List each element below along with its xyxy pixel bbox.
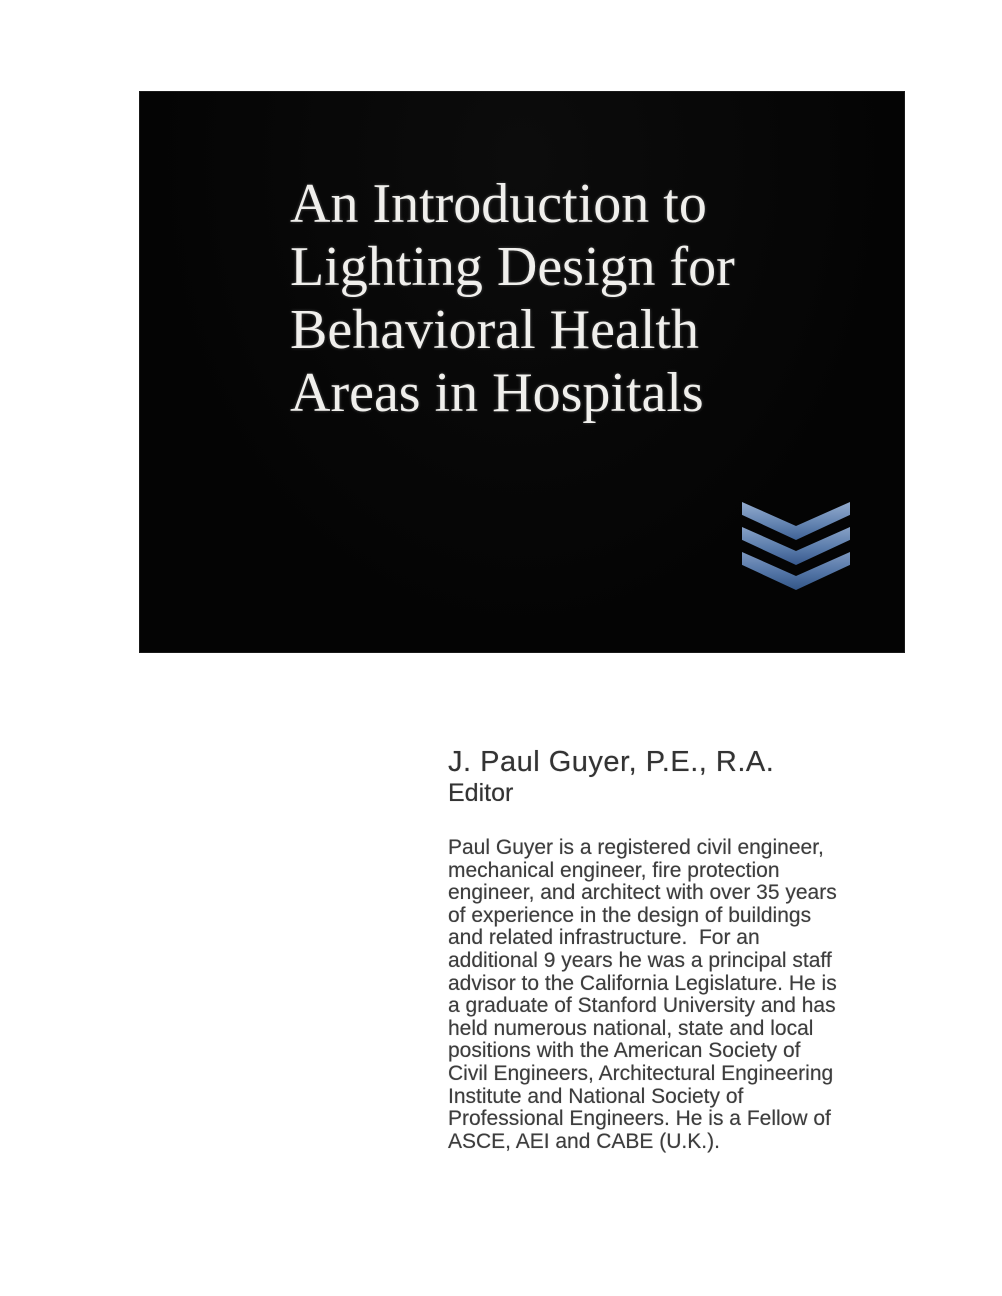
book-title-line-3: Behavioral Health (290, 299, 699, 361)
book-title-line-1: An Introduction to (290, 173, 707, 235)
bio-line: additional 9 years he was a principal staff (448, 948, 832, 972)
cover-panel (140, 92, 904, 652)
bio-line: of experience in the design of buildings (448, 903, 812, 927)
bio-line: Paul Guyer is a registered civil engineer, (448, 836, 824, 859)
bio-line: ASCE, AEI and CABE (U.K.). (448, 1129, 720, 1153)
book-title-line-2: Lighting Design for (290, 236, 735, 298)
bio-line: advisor to the California Legislature. He is (448, 971, 837, 995)
publisher-logo (742, 502, 850, 590)
author-name: J. Paul Guyer, P.E., R.A. (448, 746, 775, 778)
bio-line: held numerous national, state and local (448, 1016, 814, 1040)
bio-line: positions with the American Society of (448, 1039, 801, 1063)
bio-line: mechanical engineer, fire protection (448, 858, 780, 882)
author-bio (448, 837, 837, 1153)
author-role: Editor (448, 779, 514, 807)
bio-line: Civil Engineers, Architectural Engineering (448, 1061, 834, 1085)
book-title-line-4: Areas in Hospitals (290, 362, 704, 424)
bio-line: a graduate of Stanford University and has (448, 994, 836, 1018)
bio-line: and related infrastructure. For an (448, 926, 760, 950)
bio-line: Institute and National Society of (448, 1084, 744, 1108)
book-title (290, 173, 735, 425)
bio-line: Professional Engineers. He is a Fellow of (448, 1107, 831, 1131)
author-block (448, 746, 774, 808)
bio-line: engineer, and architect with over 35 years (448, 881, 837, 905)
